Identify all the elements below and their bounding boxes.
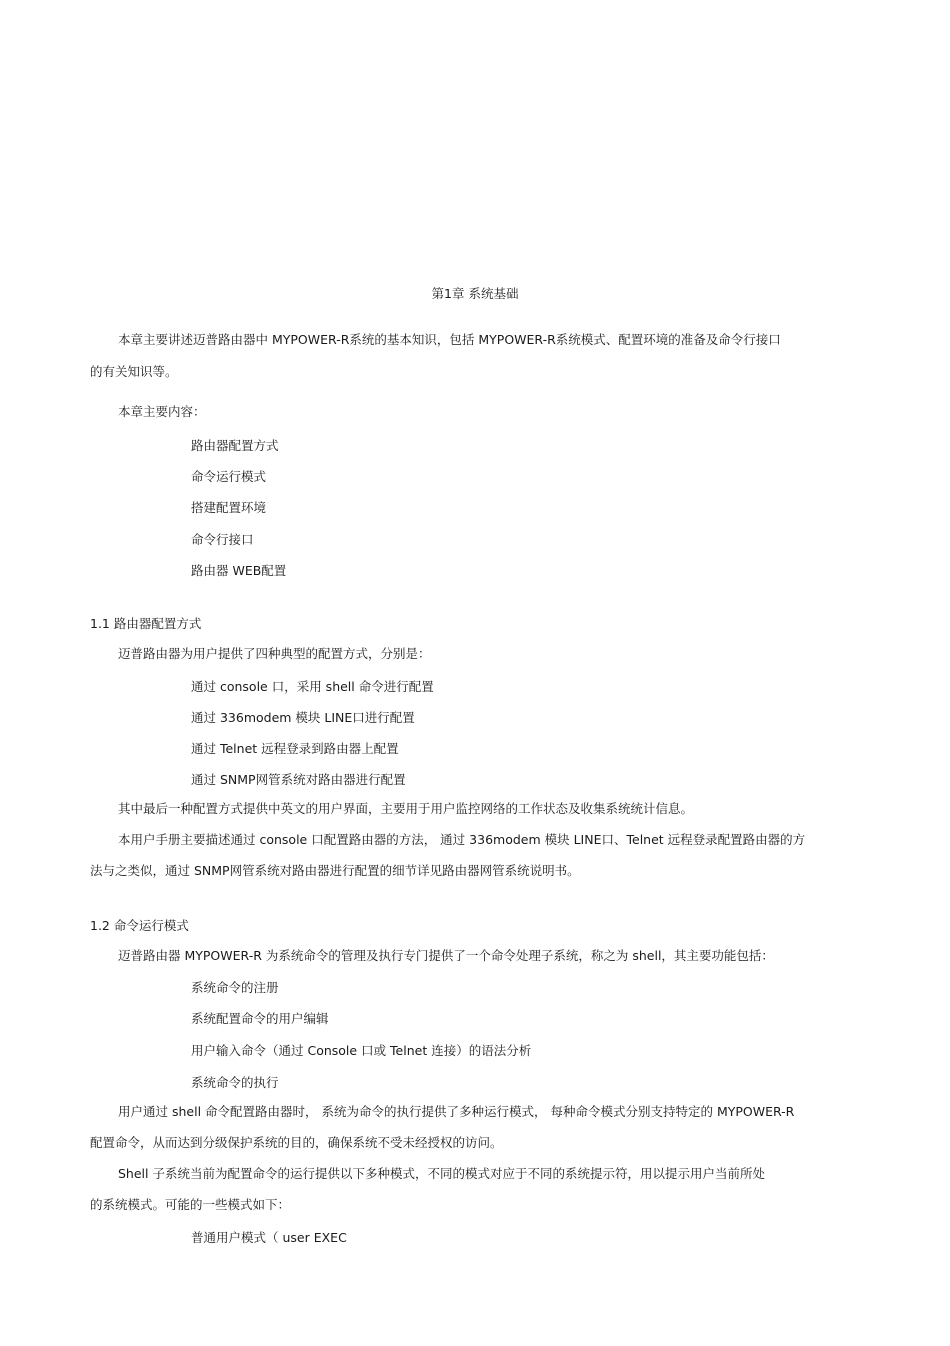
mode-item: 普通用户模式（ user EXEC bbox=[191, 1230, 347, 1245]
section-1-paragraph: 其中最后一种配置方式提供中英文的用户界面，主要用于用户监控网络的工作状态及收集系统统计信息。 bbox=[118, 801, 694, 816]
section-1-heading: 1.1 路由器配置方式 bbox=[90, 616, 202, 631]
intro-line-2: 的有关知识等。 bbox=[90, 364, 178, 379]
section-2-lead: 迈普路由器 MYPOWER-R 为系统命令的管理及执行专门提供了一个命令处理子系统，称之为 shell，其主要功能包括： bbox=[118, 948, 774, 963]
contents-heading: 本章主要内容： bbox=[118, 404, 206, 419]
section-1-lead: 迈普路由器为用户提供了四种典型的配置方式，分别是： bbox=[118, 646, 431, 661]
contents-item: 命令运行模式 bbox=[191, 469, 267, 484]
chapter-title: 第1章 系统基础 bbox=[431, 286, 519, 301]
shell-function-item: 系统命令的注册 bbox=[191, 980, 279, 995]
section-1-paragraph-2-line-1: 本用户手册主要描述通过 console 口配置路由器的方法， 通过 336modem 模块 LINE口、Telnet 远程登录配置路由器的方 bbox=[118, 832, 806, 847]
section-2-heading: 1.2 命令运行模式 bbox=[90, 918, 189, 933]
config-method-item: 通过 336modem 模块 LINE口进行配置 bbox=[191, 710, 415, 725]
shell-function-item: 系统配置命令的用户编辑 bbox=[191, 1011, 329, 1026]
config-method-item: 通过 Telnet 远程登录到路由器上配置 bbox=[191, 741, 399, 756]
section-2-paragraph-2-line-1: Shell 子系统当前为配置命令的运行提供以下多种模式，不同的模式对应于不同的系统提示符，用以提示用户当前所处 bbox=[118, 1166, 765, 1181]
intro-line-1: 本章主要讲述迈普路由器中 MYPOWER-R系统的基本知识，包括 MYPOWER-R系统模式、配置环境的准备及命令行接口 bbox=[118, 332, 781, 347]
contents-item: 搭建配置环境 bbox=[191, 500, 267, 515]
section-2-paragraph-1-line-1: 用户通过 shell 命令配置路由器时， 系统为命令的执行提供了多种运行模式， 每种命令模式分别支持特定的 MYPOWER-R bbox=[118, 1104, 795, 1119]
contents-item: 路由器配置方式 bbox=[191, 438, 279, 453]
shell-function-item: 用户输入命令（通过 Console 口或 Telnet 连接）的语法分析 bbox=[191, 1043, 532, 1058]
contents-item: 命令行接口 bbox=[191, 532, 254, 547]
config-method-item: 通过 SNMP网管系统对路由器进行配置 bbox=[191, 772, 406, 787]
shell-function-item: 系统命令的执行 bbox=[191, 1075, 279, 1090]
contents-item: 路由器 WEB配置 bbox=[191, 563, 287, 578]
section-2-paragraph-1-line-2: 配置命令，从而达到分级保护系统的目的，确保系统不受未经授权的访问。 bbox=[90, 1135, 503, 1150]
config-method-item: 通过 console 口，采用 shell 命令进行配置 bbox=[191, 679, 434, 694]
section-2-paragraph-2-line-2: 的系统模式。可能的一些模式如下： bbox=[90, 1197, 291, 1212]
section-1-paragraph-2-line-2: 法与之类似，通过 SNMP网管系统对路由器进行配置的细节详见路由器网管系统说明书。 bbox=[90, 863, 580, 878]
